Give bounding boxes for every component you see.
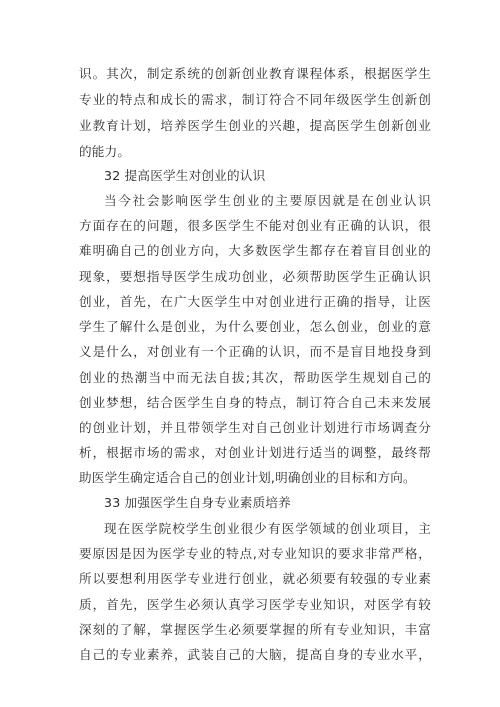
section-32-line-8: 创业的热潮当中而无法自拔;其次，帮助医学生规划自己的 — [79, 370, 431, 385]
section-32-line-5: 创业，首先，在广大医学生中对创业进行正确的指导，让医 — [79, 294, 431, 309]
paragraph-1-line-2: 专业的特点和成长的需求，制订符合不同年级医学生创新创 — [79, 92, 431, 107]
paragraph-1-line-4: 的能力。 — [79, 144, 131, 159]
section-32-line-2: 方面存在的问题，很多医学生不能对创业有正确的认识，很 — [79, 218, 431, 233]
section-32-heading: 32 提高医学生对创业的认识 — [104, 168, 266, 183]
section-33-heading: 33 加强医学生自身专业素质培养 — [104, 495, 291, 510]
section-32-line-3: 难明确自己的创业方向，大多数医学生都存在着盲目创业的 — [79, 243, 431, 258]
section-32-line-4: 现象，要想指导医学生成功创业，必须帮助医学生正确认识 — [79, 269, 431, 284]
section-32-line-7: 义是什么，对创业有一个正确的认识，而不是盲目地投身到 — [79, 344, 431, 359]
section-33-line-5: 深刻的了解，掌握医学生必须要掌握的所有专业知识，丰富 — [79, 622, 431, 637]
section-32-line-6: 学生了解什么是创业，为什么要创业，怎么创业，创业的意 — [79, 319, 431, 334]
paragraph-1-line-3: 业教育计划，培养医学生创业的兴趣，提高医学生创新创业 — [79, 118, 431, 133]
section-33-line-2: 要原因是因为医学专业的特点,对专业知识的要求非常严格， — [79, 546, 431, 561]
section-33-line-4: 质，首先，医学生必须认真学习医学专业知识，对医学有较 — [79, 597, 431, 612]
section-32-line-1: 当今社会影响医学生创业的主要原因就是在创业认识 — [104, 193, 431, 208]
paragraph-1-line-1: 识。其次，制定系统的创新创业教育课程体系，根据医学生 — [79, 66, 431, 81]
section-33-line-6: 自己的专业素养，武装自己的大脑，提高自身的专业水平， — [79, 647, 431, 662]
section-33-line-1: 现在医学院校学生创业很少有医学领域的创业项目，主 — [104, 521, 431, 536]
section-32-line-9: 创业梦想，结合医学生自身的特点，制订符合自己未来发展 — [79, 395, 431, 410]
section-33-line-3: 所以要想利用医学专业进行创业，就必须要有较强的专业素 — [79, 571, 431, 586]
section-32-line-12: 助医学生确定适合自己的创业计划,明确创业的目标和方向。 — [79, 470, 416, 485]
section-32-line-11: 析，根据市场的需求，对创业计划进行适当的调整，最终帮 — [79, 445, 431, 460]
section-32-line-10: 的创业计划，并且带领学生对自己创业计划进行市场调查分 — [79, 420, 431, 435]
